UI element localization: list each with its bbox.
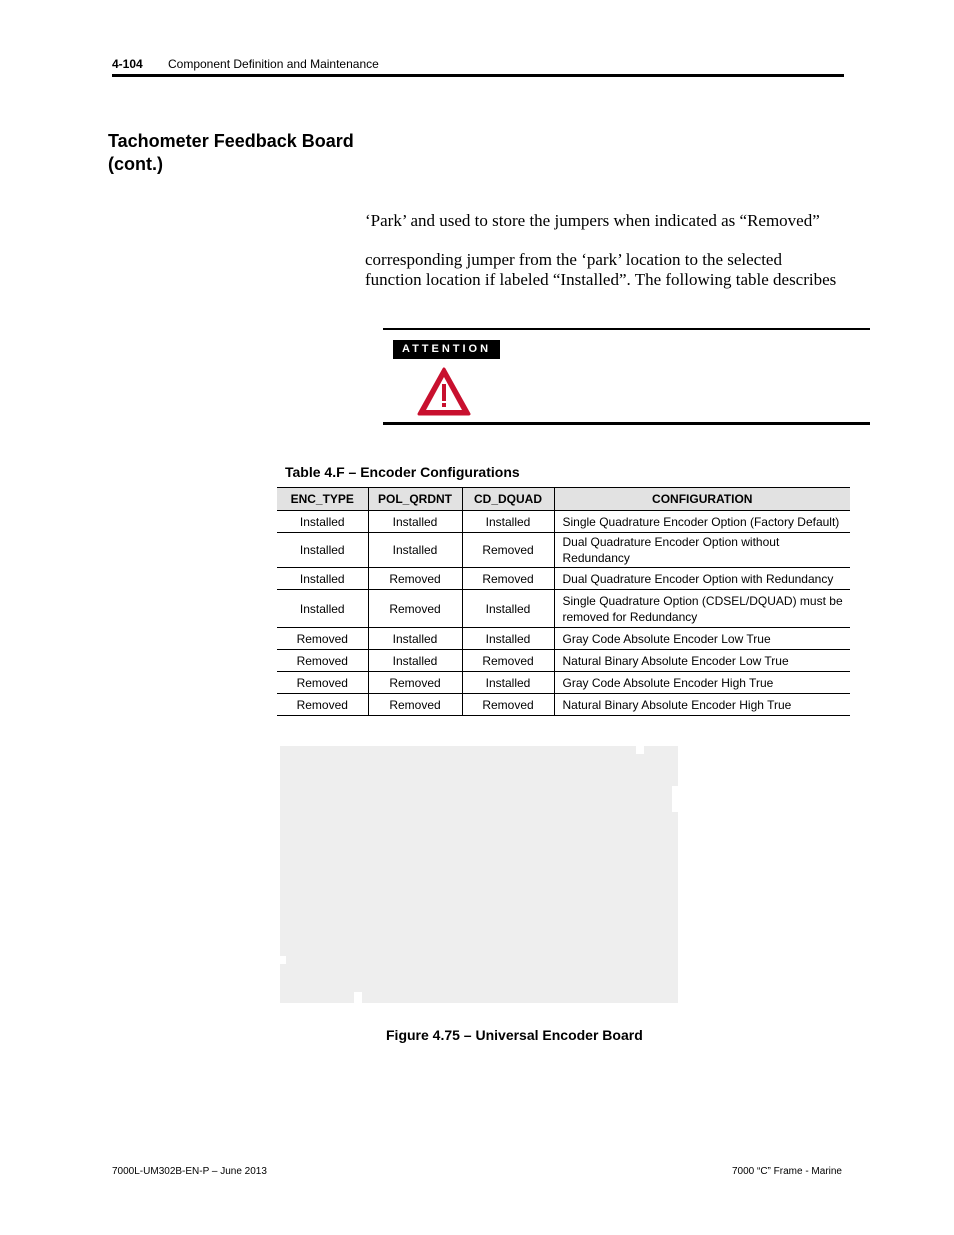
cell-enc-type: Removed [277, 628, 368, 650]
col-header-enc-type: ENC_TYPE [277, 488, 368, 511]
cell-enc-type: Installed [277, 590, 368, 628]
figure-caption: Figure 4.75 – Universal Encoder Board [386, 1027, 643, 1043]
encoder-configurations-table [277, 487, 850, 716]
cell-configuration: Single Quadrature Encoder Option (Factory Default) [554, 511, 850, 533]
table-row [277, 590, 850, 628]
table-row [277, 511, 850, 533]
page-header [112, 56, 844, 76]
attention-top-rule [383, 328, 870, 330]
col-header-cd-dquad: CD_DQUAD [462, 488, 554, 511]
cell-cd-dquad: Installed [462, 628, 554, 650]
cell-enc-type: Installed [277, 568, 368, 590]
cell-pol-qrdnt: Installed [368, 650, 462, 672]
cell-pol-qrdnt: Installed [368, 628, 462, 650]
cell-configuration: Natural Binary Absolute Encoder Low True [554, 650, 850, 672]
section-title [108, 130, 368, 176]
cell-cd-dquad: Removed [462, 694, 554, 716]
cell-configuration: Dual Quadrature Encoder Option without Redundancy [554, 533, 850, 568]
table-row [277, 650, 850, 672]
cell-configuration: Single Quadrature Option (CDSEL/DQUAD) must be removed for Redundancy [554, 590, 850, 628]
cell-pol-qrdnt: Removed [368, 568, 462, 590]
body-line-1: ‘Park’ and used to store the jumpers when indicated as “Removed” [365, 211, 820, 230]
header-rule [112, 74, 844, 77]
cell-cd-dquad: Removed [462, 650, 554, 672]
page-number: 4-104 [112, 57, 143, 71]
cell-enc-type: Installed [277, 511, 368, 533]
cell-pol-qrdnt: Installed [368, 533, 462, 568]
footer-product: 7000 “C” Frame - Marine [731, 1166, 842, 1177]
cell-configuration: Gray Code Absolute Encoder High True [554, 672, 850, 694]
body-line-2: corresponding jumper from the ‘park’ location to the selected [365, 250, 782, 269]
col-header-configuration: CONFIGURATION [554, 488, 850, 511]
chapter-title: Component Definition and Maintenance [168, 57, 379, 71]
universal-encoder-board-figure [280, 746, 678, 1003]
body-line-3: function location if labeled “Installed”. The following table describes [365, 270, 837, 289]
cell-pol-qrdnt: Removed [368, 672, 462, 694]
table-caption: Table 4.F – Encoder Configurations [285, 464, 520, 480]
cell-cd-dquad: Removed [462, 533, 554, 568]
cell-configuration: Gray Code Absolute Encoder Low True [554, 628, 850, 650]
cell-configuration: Dual Quadrature Encoder Option with Redundancy [554, 568, 850, 590]
col-header-pol-qrdnt: POL_QRDNT [368, 488, 462, 511]
cell-cd-dquad: Installed [462, 511, 554, 533]
cell-enc-type: Removed [277, 650, 368, 672]
cell-enc-type: Installed [277, 533, 368, 568]
table-row [277, 694, 850, 716]
attention-label: ATTENTION [393, 340, 500, 359]
cell-cd-dquad: Installed [462, 590, 554, 628]
table-row [277, 628, 850, 650]
table-row [277, 672, 850, 694]
section-title-line1: Tachometer Feedback Board [108, 131, 354, 151]
cell-pol-qrdnt: Removed [368, 694, 462, 716]
table-header-row [277, 488, 850, 511]
table-row [277, 568, 850, 590]
cell-cd-dquad: Installed [462, 672, 554, 694]
table-row [277, 533, 850, 568]
cell-cd-dquad: Removed [462, 568, 554, 590]
cell-pol-qrdnt: Removed [368, 590, 462, 628]
attention-bottom-rule [383, 422, 870, 425]
warning-triangle-icon [416, 366, 472, 418]
cell-enc-type: Removed [277, 672, 368, 694]
cell-pol-qrdnt: Installed [368, 511, 462, 533]
cell-configuration: Natural Binary Absolute Encoder High True [554, 694, 850, 716]
section-title-line2: (cont.) [108, 154, 163, 174]
cell-enc-type: Removed [277, 694, 368, 716]
footer-doc-id: 7000L-UM302B-EN-P – June 2013 [112, 1166, 267, 1177]
